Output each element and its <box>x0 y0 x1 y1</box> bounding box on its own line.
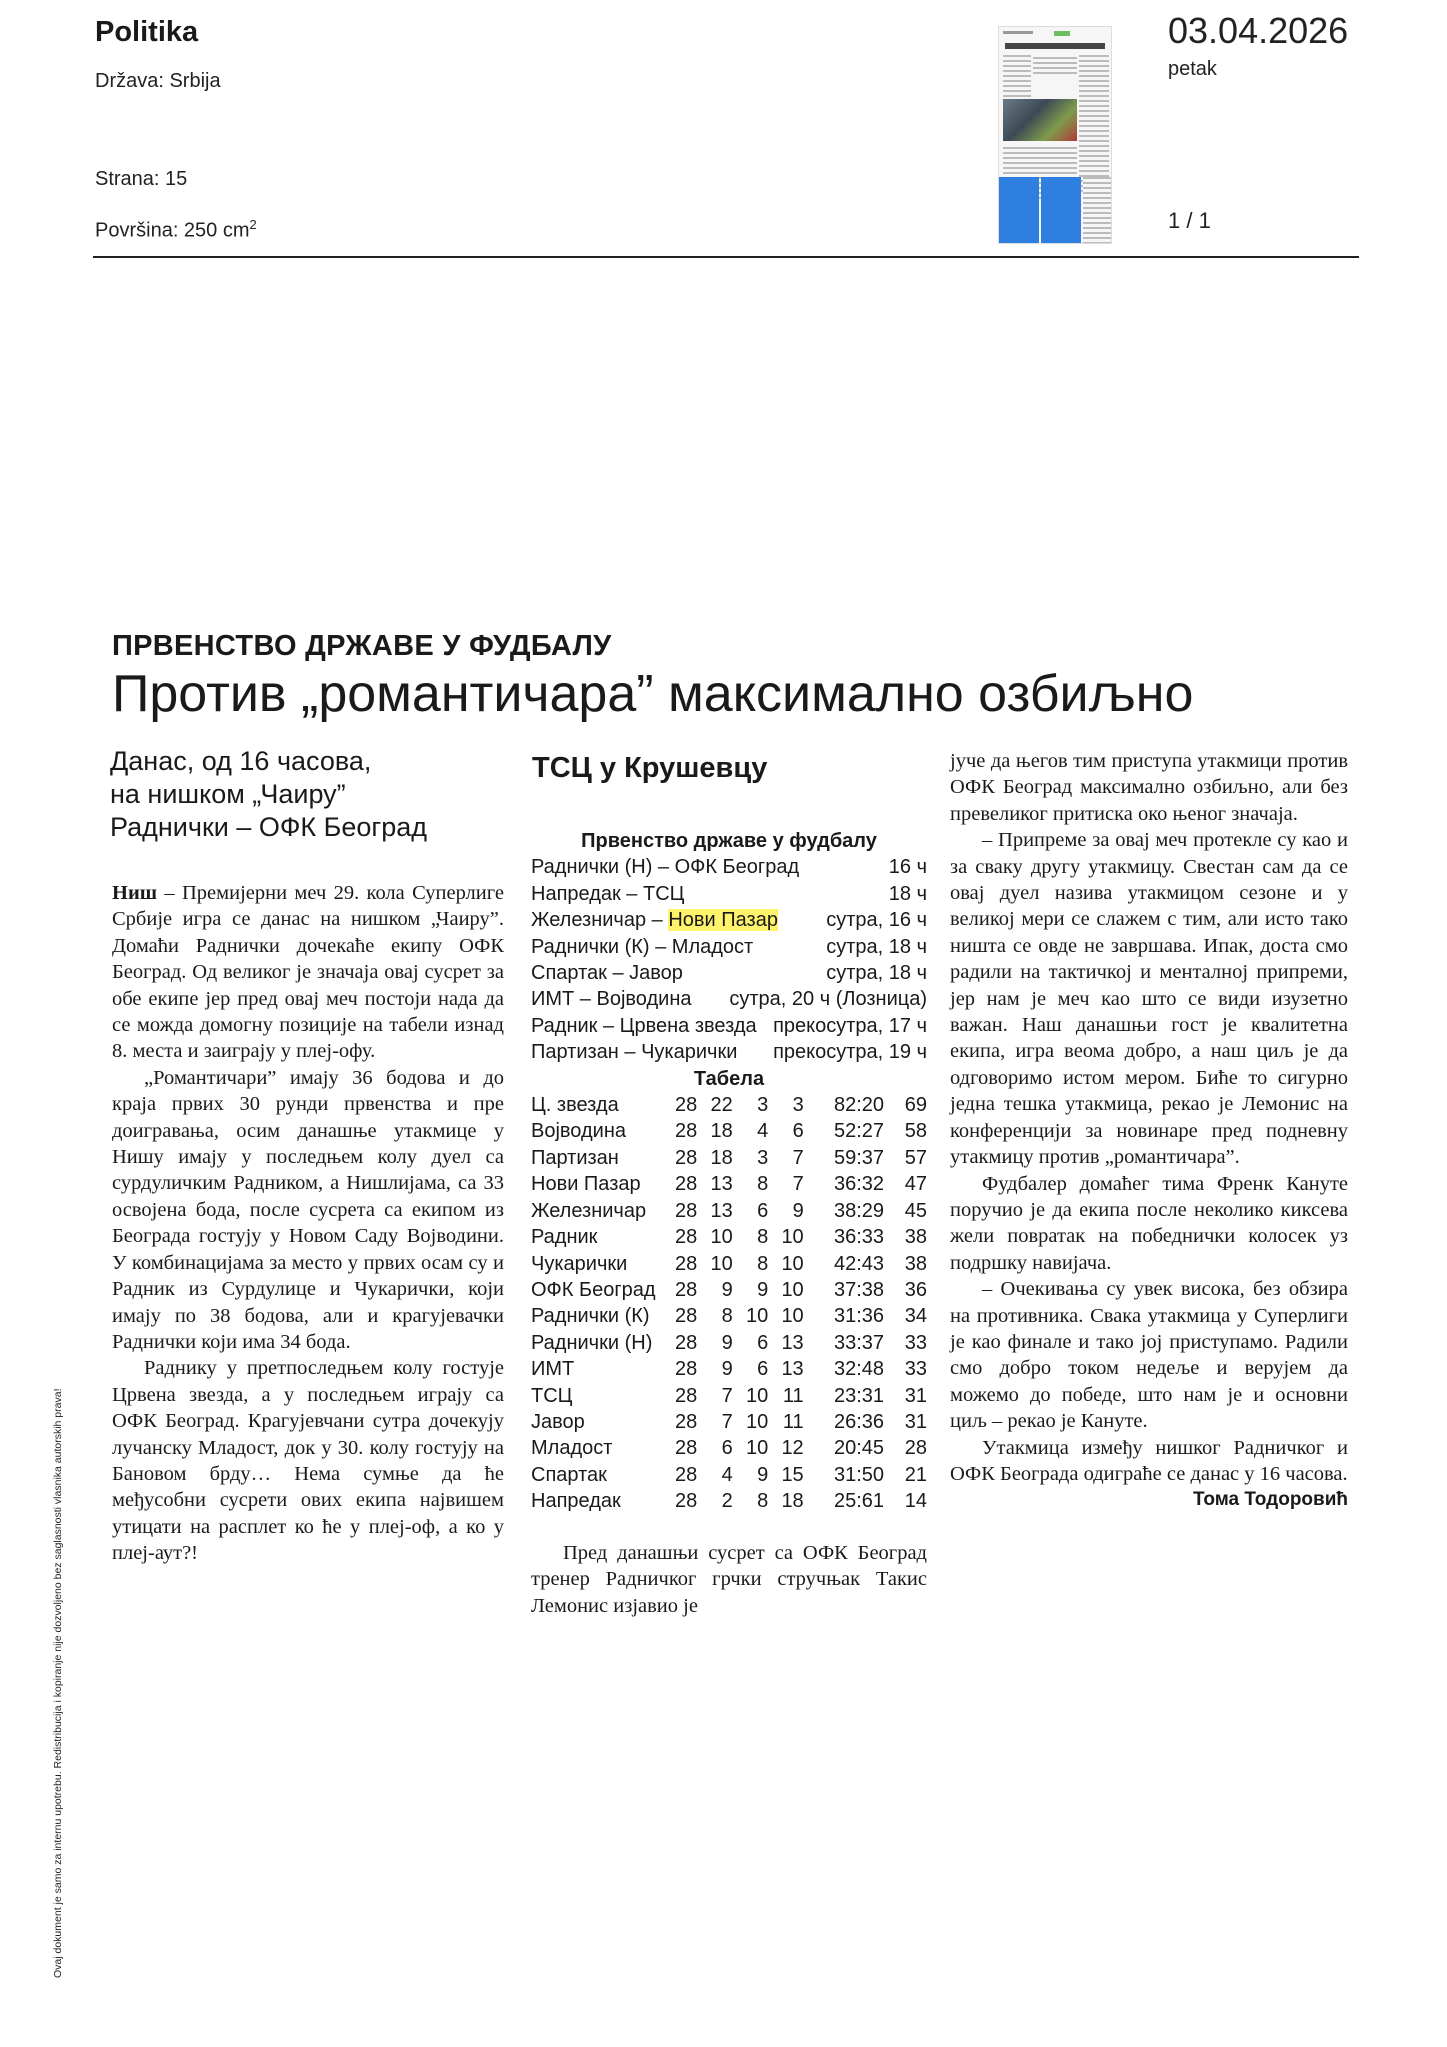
subdeck-line: Данас, од 16 часова, <box>110 746 372 776</box>
fixture-row <box>531 907 927 933</box>
standings-lost: 11 <box>782 1384 804 1407</box>
standings-row <box>531 1145 927 1171</box>
standings-row <box>531 1435 927 1461</box>
area-superscript: 2 <box>249 217 257 232</box>
standings-lost: 15 <box>781 1463 804 1486</box>
paragraph: јуче да његов тим приступа утакмици против ОФК Београд максимално озбиљно, али без превеликог притиска око њеног значаја. <box>950 750 1348 825</box>
standings-drawn: 8 <box>757 1173 769 1196</box>
standings-row <box>531 1277 927 1303</box>
fixture-match: Раднички (Н) – ОФК Београд <box>531 856 800 879</box>
standings-drawn: 9 <box>757 1463 769 1486</box>
standings-team-name: Железничар <box>531 1199 647 1222</box>
standings-drawn: 8 <box>757 1226 769 1249</box>
page-thumbnail[interactable] <box>998 26 1112 244</box>
paragraph: – Припреме за овај меч протекле су као и за сваку другу утакмицу. Свестан сам да се овај дуел назива утакмицом сезоне и у великој мери се слажем с тим, али исто тако ништа се овде не завршава. Ипак, доста смо радили на тактичкој и менталној припреми, јер нам је меч као што се види изузетно важан. Наш данашњи гост је квалитетна екипа, игра веома добро, а наш циљ је да одговоримо истом мером. Биће то сигурно једна тешка утакмица, рекао је Лемонис на конференцији за новинаре пред подневну утакмицу против „романтичара”. <box>950 829 1348 1169</box>
paragraph-text: – Премијерни меч 29. кола Суперлиге Србије игра се данас на нишком „Чаиру”. Домаћи Раднички дочекаће екипу ОФК Београд. Од великог је значаја овај сусрет за обе екипе јер пред овај меч постоји нада да се можда домогну позиције на табели изнад 8. места и заиграју у плеј-офу. <box>112 882 504 1063</box>
standings-won: 6 <box>721 1437 733 1460</box>
standings-won: 9 <box>721 1331 733 1354</box>
copyright-notice: Ovaj dokument je samo za internu upotrebu. Redistribucija i kopiranje nije dozvoljeno bez saglasnosti vlasnika autorskih prava! <box>52 1388 64 1978</box>
subdeck-line: Раднички – ОФК Београд <box>110 812 427 842</box>
standings-drawn: 8 <box>757 1490 769 1513</box>
standings-won: 2 <box>721 1490 733 1513</box>
standings-played: 28 <box>674 1384 698 1407</box>
standings-row <box>531 1171 927 1197</box>
fixtures-box <box>531 828 927 1515</box>
standings-points: 21 <box>904 1463 927 1486</box>
standings-played: 28 <box>674 1252 698 1275</box>
standings-row <box>531 1303 927 1329</box>
standings-drawn: 4 <box>757 1120 769 1143</box>
standings-row <box>531 1198 927 1224</box>
standings-drawn: 10 <box>745 1384 769 1407</box>
thumb-text-mid <box>1033 57 1077 75</box>
standings-lost: 7 <box>792 1146 804 1169</box>
standings-lost: 13 <box>781 1331 804 1354</box>
standings-lost: 12 <box>781 1437 804 1460</box>
standings-goals: 31:36 <box>833 1305 885 1328</box>
standings-team-name: Нови Пазар <box>531 1173 641 1196</box>
standings-row <box>531 1118 927 1144</box>
article-subdeck <box>110 745 427 844</box>
fixtures-caption: Првенство државе у фудбалу <box>581 830 877 852</box>
standings-team-name: Партизан <box>531 1146 619 1169</box>
standings-goals: 33:37 <box>833 1331 885 1354</box>
standings-goals: 42:43 <box>833 1252 885 1275</box>
standings-caption: Табела <box>693 1067 765 1090</box>
standings-lost: 10 <box>781 1305 804 1328</box>
standings-team-name: Младост <box>531 1437 613 1460</box>
standings-points: 45 <box>904 1199 927 1222</box>
standings-lost: 10 <box>781 1226 804 1249</box>
fixture-row <box>531 881 927 907</box>
paragraph: „Романтичари” имају 36 бодова и до краја првих 30 рунди првенства и пре доигравања, осим данашње утакмице у Нишу имају у последњем колу дуел са сурдуличким Радником, а Нишлијама, са 33 освојена бода, после сусрета са екипом из Београда гостују у Новом Саду Војводини. У комбинацијама за место у првих осам су и Радник из Сурдулице и Чукарички, који имају по 38 бодова, али и крагујевачки Раднички који има 34 бода. <box>112 1066 504 1353</box>
standings-team-name: Спартак <box>531 1463 607 1486</box>
thumb-text-bottom <box>1083 177 1111 243</box>
standings-won: 7 <box>721 1384 733 1407</box>
standings-won: 13 <box>710 1199 733 1222</box>
standings-won: 9 <box>721 1278 733 1301</box>
standings-points: 31 <box>904 1384 927 1407</box>
publication-name: Politika <box>95 16 199 48</box>
fixture-time: 18 ч <box>888 882 927 905</box>
standings-won: 18 <box>710 1146 733 1169</box>
standings-team-name: ТСЦ <box>531 1384 573 1407</box>
standings-row <box>531 1251 927 1277</box>
area-label <box>95 217 257 243</box>
highlighted-team: Нови Пазар <box>668 909 778 932</box>
standings-team-name: Јавор <box>531 1410 585 1433</box>
standings-goals: 23:31 <box>833 1384 885 1407</box>
paragraph: Фудбалер домаћег тима Френк Кануте поручио је да екипа после неколико киксева жели повратак на победнички колосек уз подршку навијача. <box>950 1172 1348 1274</box>
article-column-1 <box>112 880 504 1567</box>
fixture-row <box>531 854 927 880</box>
standings-played: 28 <box>674 1358 698 1381</box>
standings-lost: 6 <box>792 1120 804 1143</box>
standings-points: 28 <box>904 1437 927 1460</box>
standings-played: 28 <box>674 1305 698 1328</box>
standings-played: 28 <box>674 1490 698 1513</box>
fixture-match: ИМТ – Војводина <box>531 988 692 1011</box>
standings-goals: 20:45 <box>833 1437 885 1460</box>
standings-team-name: Напредак <box>531 1490 621 1513</box>
fixture-time: прекосутра, 19 ч <box>773 1041 927 1064</box>
article-author: Тома Тодоровић <box>1192 1489 1348 1511</box>
section-title: ТСЦ у Крушевцу <box>532 752 768 784</box>
standings-drawn: 3 <box>757 1094 769 1117</box>
article-kicker: ПРВЕНСТВО ДРЖАВЕ У ФУДБАЛУ <box>112 630 612 662</box>
subdeck-line: на нишком „Чаиру” <box>110 779 346 809</box>
thumb-blue-block <box>999 177 1039 243</box>
fixture-time: 16 ч <box>888 856 927 879</box>
standings-goals: 36:33 <box>833 1226 885 1249</box>
standings-team-name: Ц. звезда <box>531 1094 619 1117</box>
fixture-match: Радник – Црвена звезда <box>531 1014 757 1037</box>
standings-row <box>531 1224 927 1250</box>
standings-won: 8 <box>721 1305 733 1328</box>
standings-row <box>531 1356 927 1382</box>
standings-team-name: Војводина <box>531 1120 626 1143</box>
page-count: 1 / 1 <box>1168 208 1211 233</box>
fixture-time: сутра, 18 ч <box>826 935 927 958</box>
standings-row <box>531 1462 927 1488</box>
article-column-2-text <box>531 1540 927 1619</box>
standings-goals: 32:48 <box>833 1358 885 1381</box>
fixture-match: Раднички (К) – Младост <box>531 935 754 958</box>
standings-played: 28 <box>674 1146 698 1169</box>
issue-date: 03.04.2026 <box>1168 10 1349 51</box>
thumb-line <box>1003 31 1033 34</box>
standings-goals: 59:37 <box>833 1146 885 1169</box>
header-divider <box>93 256 1359 258</box>
paragraph: Раднику у претпоследњем колу гостује Црвена звезда, а у последњем играју са ОФК Београд. Крагујевчани сутра дочекују лучанску Младост, док у 30. колу гостују на Бановом брду… Нема сумње да ће међусобни сусрети ових екипа највишем утицати на расплет ко ће у плеј-оф, а ко у плеј-аут?! <box>112 1357 504 1565</box>
standings-played: 28 <box>674 1463 698 1486</box>
standings-played: 28 <box>674 1226 698 1249</box>
standings-row <box>531 1409 927 1435</box>
fixture-match: Напредак – ТСЦ <box>531 882 685 905</box>
standings-lost: 9 <box>792 1199 804 1222</box>
fixture-row <box>531 1039 927 1065</box>
standings-drawn: 6 <box>757 1331 769 1354</box>
standings-drawn: 6 <box>757 1358 769 1381</box>
fixture-match: Спартак – Јавор <box>531 962 683 985</box>
dateline: Ниш <box>112 882 158 904</box>
thumb-blue-block-2 <box>1041 177 1081 243</box>
standings-points: 47 <box>904 1173 927 1196</box>
standings-lost: 10 <box>781 1252 804 1275</box>
standings-won: 22 <box>710 1094 733 1117</box>
standings-goals: 31:50 <box>833 1463 885 1486</box>
fixture-row <box>531 1013 927 1039</box>
issue-weekday: petak <box>1168 58 1217 80</box>
standings-won: 9 <box>721 1358 733 1381</box>
standings-won: 10 <box>710 1226 733 1249</box>
standings-points: 38 <box>904 1226 927 1249</box>
standings-played: 28 <box>674 1094 698 1117</box>
fixture-team: Железничар – <box>531 909 669 932</box>
standings-lost: 7 <box>792 1173 804 1196</box>
paragraph-text: Утакмица између нишког Радничког и ОФК Београда одиграће се данас у 16 часова. <box>950 1436 1348 1485</box>
standings-row <box>531 1488 927 1514</box>
standings-team-name: Радник <box>531 1226 598 1249</box>
standings-drawn: 10 <box>745 1437 769 1460</box>
standings-team-name: Раднички (Н) <box>531 1331 653 1354</box>
standings-won: 10 <box>710 1252 733 1275</box>
standings-team-name: Раднички (К) <box>531 1305 650 1328</box>
standings-points: 31 <box>904 1410 927 1433</box>
standings-won: 4 <box>721 1463 733 1486</box>
fixture-match: Партизан – Чукарички <box>531 1041 738 1064</box>
article-column-3 <box>950 748 1348 1514</box>
standings-points: 34 <box>904 1305 927 1328</box>
country-label: Država: Srbija <box>95 70 221 92</box>
article-title: Против „романтичара” максимално озбиљно <box>112 665 1194 723</box>
standings-goals: 36:32 <box>833 1173 885 1196</box>
standings-goals: 38:29 <box>833 1199 885 1222</box>
standings-goals: 82:20 <box>833 1094 885 1117</box>
paragraph <box>112 880 504 1065</box>
standings-team-name: ОФК Београд <box>531 1278 656 1301</box>
standings-played: 28 <box>674 1437 698 1460</box>
standings-points: 33 <box>904 1358 927 1381</box>
standings-points: 38 <box>904 1252 927 1275</box>
fixture-time: сутра, 16 ч <box>826 909 927 932</box>
fixture-row <box>531 986 927 1012</box>
fixture-row <box>531 960 927 986</box>
standings-goals: 26:36 <box>833 1410 885 1433</box>
thumb-text-right <box>1079 55 1109 195</box>
standings-points: 57 <box>904 1146 927 1169</box>
standings-played: 28 <box>674 1173 698 1196</box>
fixture-time: сутра, 20 ч (Лозница) <box>729 988 927 1011</box>
standings-drawn: 3 <box>757 1146 769 1169</box>
standings-points: 14 <box>904 1490 927 1513</box>
standings-played: 28 <box>674 1120 698 1143</box>
standings-lost: 3 <box>792 1094 804 1117</box>
standings-won: 18 <box>710 1120 733 1143</box>
standings-goals: 37:38 <box>833 1278 885 1301</box>
thumb-tag <box>1054 31 1070 36</box>
standings-drawn: 6 <box>757 1199 769 1222</box>
page-label: Strana: 15 <box>95 168 188 190</box>
paragraph: Пред данашњи сусрет са ОФК Београд тренер Радничког грчки стручњак Такис Лемонис изјавио је <box>531 1542 927 1617</box>
standings-points: 58 <box>904 1120 927 1143</box>
paragraph <box>950 1435 1348 1511</box>
standings-row <box>531 1092 927 1118</box>
standings-drawn: 10 <box>745 1410 769 1433</box>
standings-team-name: Чукарички <box>531 1252 628 1275</box>
standings-played: 28 <box>674 1331 698 1354</box>
fixture-row <box>531 934 927 960</box>
standings-lost: 11 <box>782 1410 804 1433</box>
standings-points: 69 <box>904 1094 927 1117</box>
fixture-match <box>531 907 778 933</box>
standings-row <box>531 1330 927 1356</box>
standings-drawn: 10 <box>745 1305 769 1328</box>
standings-drawn: 9 <box>757 1278 769 1301</box>
standings-lost: 10 <box>781 1278 804 1301</box>
fixture-time: сутра, 18 ч <box>826 962 927 985</box>
area-text: Površina: 250 cm <box>95 219 250 242</box>
thumb-title <box>1005 43 1105 49</box>
standings-drawn: 8 <box>757 1252 769 1275</box>
standings-played: 28 <box>674 1278 698 1301</box>
standings-played: 28 <box>674 1199 698 1222</box>
standings-won: 7 <box>721 1410 733 1433</box>
standings-goals: 52:27 <box>833 1120 885 1143</box>
standings-row <box>531 1383 927 1409</box>
standings-points: 33 <box>904 1331 927 1354</box>
standings-lost: 18 <box>781 1490 804 1513</box>
thumb-photo <box>1003 99 1077 141</box>
standings-points: 36 <box>904 1278 927 1301</box>
standings-table <box>531 1092 927 1515</box>
fixture-time: прекосутра, 17 ч <box>773 1014 927 1037</box>
paragraph: – Очекивања су увек висока, без обзира на противника. Свака утакмица у Суперлиги је као финале и тако јој приступамо. Радили смо добро током недеље и верујем да можемо до победе, што нам је и основни циљ – рекао је Кануте. <box>950 1278 1348 1433</box>
standings-team-name: ИМТ <box>531 1358 575 1381</box>
standings-won: 13 <box>710 1173 733 1196</box>
standings-lost: 13 <box>781 1358 804 1381</box>
standings-played: 28 <box>674 1410 698 1433</box>
standings-goals: 25:61 <box>833 1490 885 1513</box>
